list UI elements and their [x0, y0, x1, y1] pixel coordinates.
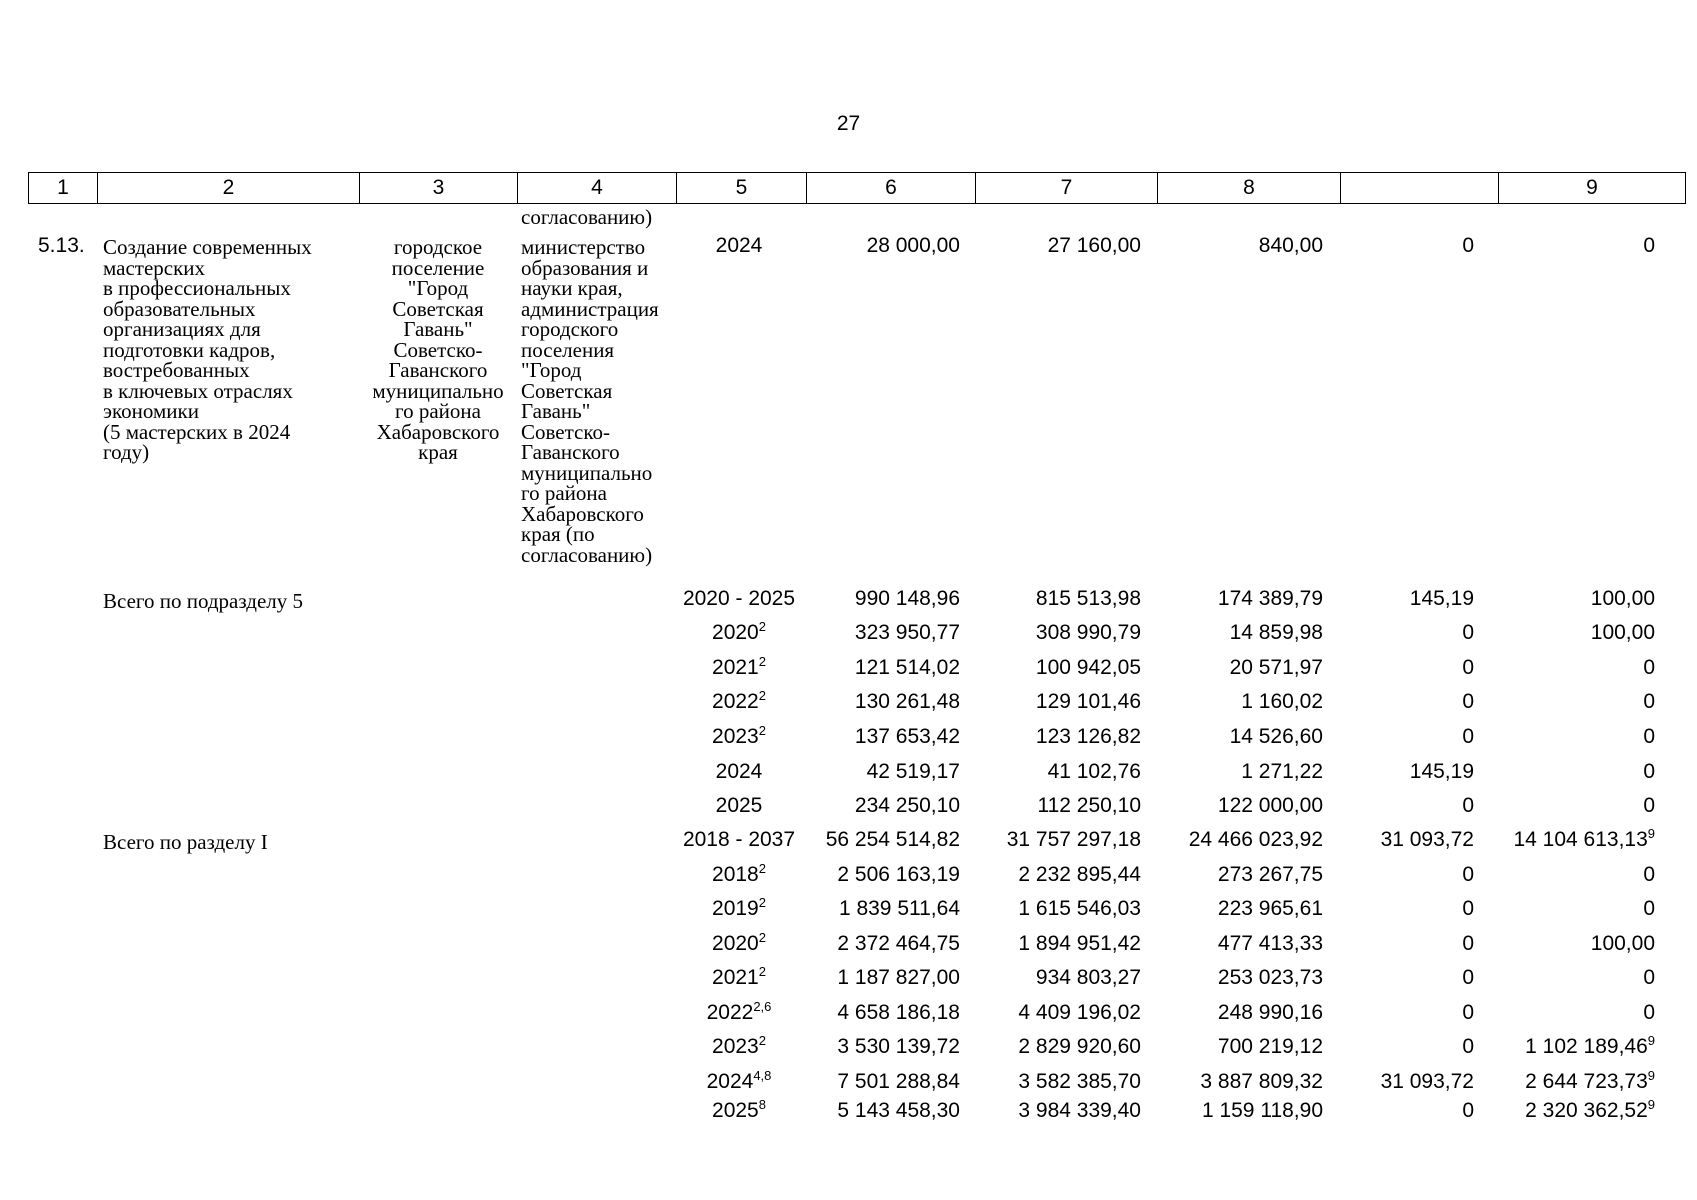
value-text: 223 965,61 [1217, 897, 1323, 920]
value-text: 14 526,60 [1229, 725, 1323, 748]
total-row-value [760, 897, 960, 921]
total-row-value [1455, 690, 1655, 714]
total-row-value [760, 725, 960, 749]
total-row-value [1274, 932, 1474, 956]
value-text: 0 [1643, 760, 1655, 783]
section-total-label: Всего по разделу I [103, 830, 268, 854]
total-row-value [1274, 1001, 1474, 1025]
year-text: 2021 [712, 656, 759, 679]
total-row-value [760, 966, 960, 990]
row-value-col6: 28 000,00 [866, 234, 960, 257]
column-header-1: 1 [29, 173, 98, 204]
value-text: 1 839 511,64 [838, 897, 960, 920]
value-text: 0 [1462, 932, 1474, 955]
column-header-blank [1341, 173, 1499, 204]
value-text: 2 320 362,52 [1525, 1099, 1648, 1122]
column-header-9: 9 [1499, 173, 1686, 204]
value-text: 0 [1643, 690, 1655, 713]
year-text: 2023 [712, 725, 759, 748]
total-row-value [1455, 621, 1655, 645]
total-row-value [760, 794, 960, 818]
year-text: 2020 [712, 621, 759, 644]
value-text: 3 582 385,70 [1018, 1070, 1141, 1093]
total-row-value [760, 932, 960, 956]
total-row-value [1274, 760, 1474, 784]
year-text: 2019 [712, 897, 759, 920]
total-row-value [1274, 1070, 1474, 1094]
total-row-value [941, 760, 1141, 784]
total-row-value [941, 587, 1141, 611]
value-text: 0 [1462, 725, 1474, 748]
row-value-col9: 0 [1643, 234, 1655, 257]
footnote-mark: 2 [758, 723, 766, 738]
total-row-value [941, 897, 1141, 921]
total-row-value [1274, 1099, 1474, 1123]
value-text: 20 571,97 [1229, 656, 1323, 679]
value-text: 4 409 196,02 [1018, 1001, 1141, 1024]
value-text: 129 101,46 [1035, 690, 1141, 713]
total-row-value [941, 828, 1141, 852]
row-executor: министерство образования и науки края, администрация городского поселения "Город Советская Гавань" Советско- Гаванского муниципально го района Хабаровского края (по согласованию) [521, 235, 659, 567]
value-text: 1 615 546,03 [1018, 897, 1141, 920]
value-text: 2 644 723,73 [1525, 1070, 1648, 1093]
total-row-value [941, 1099, 1141, 1123]
value-text: 0 [1462, 966, 1474, 989]
year-text: 2025 [715, 794, 763, 817]
total-row-value [1455, 760, 1655, 784]
total-row-value [1455, 932, 1655, 956]
total-row-value [760, 690, 960, 714]
year-text: 2020 [712, 932, 759, 955]
footnote-mark: 2,6 [753, 999, 772, 1014]
value-text: 31 093,72 [1380, 1070, 1474, 1093]
column-header-7: 7 [976, 173, 1158, 204]
value-text: 2 506 163,19 [837, 863, 960, 886]
value-text: 100 942,05 [1035, 656, 1141, 679]
total-row-value [1274, 794, 1474, 818]
total-row-value [1455, 1070, 1655, 1094]
column-header-4: 4 [518, 173, 677, 204]
footnote-mark: 2 [758, 1033, 766, 1048]
value-text: 0 [1643, 725, 1655, 748]
row-territory: городское поселение "Город Советская Гавань" Советско- Гаванского муниципально го района Хабаровского края [372, 235, 504, 464]
footnote-mark: 4,8 [753, 1068, 772, 1083]
total-row-value [1455, 1035, 1655, 1059]
footnote-mark: 2 [758, 895, 766, 910]
value-text: 31 093,72 [1380, 828, 1474, 851]
year-text: 2024 [706, 1070, 754, 1093]
total-row-value [1455, 587, 1655, 611]
total-row-value [760, 1099, 960, 1123]
value-text: 121 514,02 [854, 656, 960, 679]
value-text: 100,00 [1590, 621, 1655, 644]
total-row-value [1274, 587, 1474, 611]
footnote-mark: 9 [1647, 826, 1655, 841]
value-text: 323 950,77 [854, 621, 960, 644]
value-text: 1 187 827,00 [837, 966, 960, 989]
value-text: 0 [1462, 1001, 1474, 1024]
column-header-3: 3 [360, 173, 518, 204]
value-text: 130 261,48 [854, 690, 960, 713]
value-text: 2 232 895,44 [1018, 863, 1141, 886]
column-header-8: 8 [1158, 173, 1341, 204]
total-row-value [1455, 1099, 1655, 1123]
total-row-value [1274, 690, 1474, 714]
total-row-value [760, 760, 960, 784]
total-row-value [1455, 656, 1655, 680]
year-text: 2022 [706, 1001, 754, 1024]
value-text: 14 104 613,13 [1513, 828, 1648, 851]
year-text: 2024 [715, 760, 763, 783]
year-text: 2018 - 2037 [682, 828, 796, 851]
row-year: 2024 [715, 234, 763, 257]
footnote-mark: 2 [758, 964, 766, 979]
total-row-value [760, 1070, 960, 1094]
value-text: 123 126,82 [1035, 725, 1141, 748]
value-text: 100,00 [1590, 932, 1655, 955]
value-text: 174 389,79 [1217, 587, 1323, 610]
value-text: 0 [1462, 897, 1474, 920]
value-text: 3 984 339,40 [1018, 1099, 1141, 1122]
value-text: 56 254 514,82 [825, 828, 960, 851]
value-text: 253 023,73 [1217, 966, 1323, 989]
total-row-value [1455, 725, 1655, 749]
total-row-value [941, 1001, 1141, 1025]
value-text: 477 413,33 [1217, 932, 1323, 955]
total-row-value [941, 863, 1141, 887]
year-text: 2018 [712, 863, 759, 886]
row-value-col7: 27 160,00 [1047, 234, 1141, 257]
value-text: 100,00 [1590, 587, 1655, 610]
footnote-mark: 2 [758, 930, 766, 945]
year-text: 2021 [712, 966, 759, 989]
row-value-col8: 840,00 [1258, 234, 1323, 257]
value-text: 4 658 186,18 [837, 1001, 960, 1024]
total-row-value [760, 656, 960, 680]
year-text: 2020 - 2025 [682, 587, 796, 610]
total-row-value [1455, 794, 1655, 818]
value-text: 3 530 139,72 [837, 1035, 960, 1058]
value-text: 0 [1643, 1001, 1655, 1024]
total-row-value [941, 1070, 1141, 1094]
row-code: 5.13. [38, 234, 85, 257]
footnote-mark: 2 [758, 654, 766, 669]
total-row-value [1274, 966, 1474, 990]
value-text: 0 [1462, 656, 1474, 679]
value-text: 3 887 809,32 [1200, 1070, 1323, 1093]
value-text: 234 250,10 [854, 794, 960, 817]
total-row-value [760, 621, 960, 645]
total-row-value [941, 690, 1141, 714]
value-text: 0 [1462, 621, 1474, 644]
value-text: 42 519,17 [866, 760, 960, 783]
value-text: 145,19 [1409, 587, 1474, 610]
value-text: 145,19 [1409, 760, 1474, 783]
value-text: 1 160,02 [1241, 690, 1323, 713]
value-text: 122 000,00 [1217, 794, 1323, 817]
footnote-mark: 9 [1647, 1033, 1655, 1048]
value-text: 0 [1462, 863, 1474, 886]
value-text: 0 [1643, 794, 1655, 817]
total-row-value [1455, 1001, 1655, 1025]
value-text: 1 894 951,42 [1018, 932, 1141, 955]
value-text: 815 513,98 [1035, 587, 1141, 610]
value-text: 41 102,76 [1047, 760, 1141, 783]
total-row-value [941, 725, 1141, 749]
subsection-total-label: Всего по подразделу 5 [103, 589, 304, 613]
value-text: 1 271,22 [1241, 760, 1323, 783]
value-text: 0 [1462, 1035, 1474, 1058]
total-row-value [760, 587, 960, 611]
total-row-value [760, 1001, 960, 1025]
year-text: 2023 [712, 1035, 759, 1058]
value-text: 700 219,12 [1217, 1035, 1323, 1058]
value-text: 0 [1462, 690, 1474, 713]
value-text: 308 990,79 [1035, 621, 1141, 644]
year-text: 2025 [712, 1099, 759, 1122]
total-row-value [941, 1035, 1141, 1059]
total-row-value [941, 621, 1141, 645]
footnote-mark: 2 [758, 861, 766, 876]
value-text: 0 [1643, 656, 1655, 679]
footnote-mark: 9 [1647, 1068, 1655, 1083]
total-row-value [1274, 897, 1474, 921]
column-number-header [28, 172, 1686, 204]
value-text: 2 829 920,60 [1018, 1035, 1141, 1058]
year-text: 2022 [712, 690, 759, 713]
carry-over-text: согласованию) [521, 205, 653, 229]
value-text: 990 148,96 [854, 587, 960, 610]
total-row-value [941, 794, 1141, 818]
footnote-mark: 2 [758, 619, 766, 634]
footnote-mark: 9 [1647, 1097, 1655, 1112]
total-row-value [760, 1035, 960, 1059]
page-number: 27 [836, 112, 861, 135]
column-header-5: 5 [677, 173, 807, 204]
value-text: 7 501 288,84 [837, 1070, 960, 1093]
row-value-blank-col: 0 [1462, 234, 1474, 257]
total-row-value [941, 656, 1141, 680]
total-row-value [1274, 725, 1474, 749]
value-text: 273 267,75 [1217, 863, 1323, 886]
value-text: 1 159 118,90 [1201, 1099, 1323, 1122]
total-row-value [1455, 828, 1655, 852]
value-text: 0 [1462, 1099, 1474, 1122]
value-text: 24 466 023,92 [1188, 828, 1323, 851]
value-text: 14 859,98 [1229, 621, 1323, 644]
total-row-value [1455, 966, 1655, 990]
value-text: 0 [1643, 863, 1655, 886]
footnote-mark: 8 [758, 1097, 766, 1112]
value-text: 248 990,16 [1217, 1001, 1323, 1024]
column-header-6: 6 [807, 173, 976, 204]
total-row-value [1274, 828, 1474, 852]
value-text: 1 102 189,46 [1525, 1035, 1648, 1058]
total-row-value [760, 828, 960, 852]
footnote-mark: 2 [758, 688, 766, 703]
value-text: 934 803,27 [1035, 966, 1141, 989]
total-row-value [1274, 621, 1474, 645]
total-row-value [1455, 897, 1655, 921]
value-text: 5 143 458,30 [837, 1099, 960, 1122]
value-text: 31 757 297,18 [1006, 828, 1141, 851]
total-row-value [1274, 1035, 1474, 1059]
column-header-2: 2 [98, 173, 360, 204]
total-row-value [1274, 656, 1474, 680]
value-text: 0 [1643, 897, 1655, 920]
value-text: 0 [1462, 794, 1474, 817]
value-text: 137 653,42 [854, 725, 960, 748]
total-row-value [941, 966, 1141, 990]
row-name: Создание современных мастерских в профессиональных образовательных организациях для подготовки кадров, востребованных в ключевых отраслях экономики (5 мастерских в 2024 году) [103, 235, 312, 464]
total-row-value [1274, 863, 1474, 887]
total-row-value [760, 863, 960, 887]
total-row-value [941, 932, 1141, 956]
value-text: 2 372 464,75 [837, 932, 960, 955]
total-row-value [1455, 863, 1655, 887]
value-text: 0 [1643, 966, 1655, 989]
value-text: 112 250,10 [1037, 794, 1141, 817]
